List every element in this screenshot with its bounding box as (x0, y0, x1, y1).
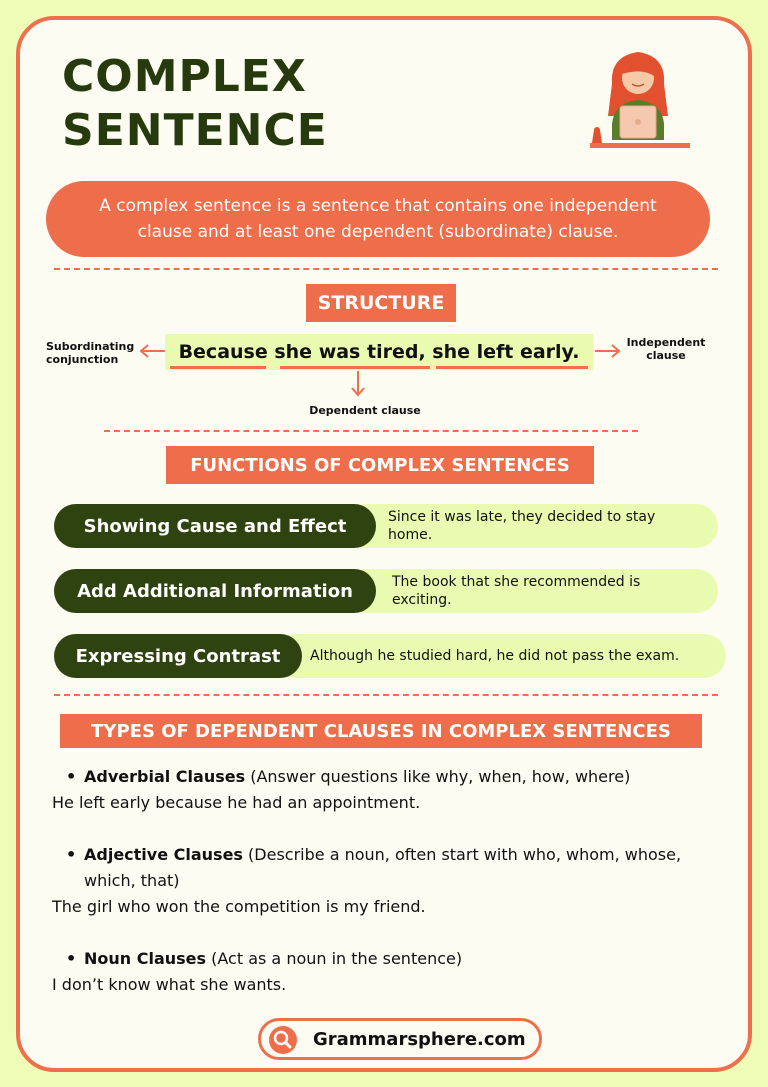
list-item (52, 946, 732, 972)
function-name: Add Additional Information (54, 569, 376, 613)
underline-independent (436, 366, 588, 369)
clause-name: Noun Clauses (84, 949, 207, 968)
clause-desc: (Act as a noun in the sentence) (206, 949, 463, 968)
clause-name: Adverbial Clauses (84, 767, 246, 786)
clause-example: The girl who won the competition is my friend. (52, 897, 426, 916)
structure-heading: STRUCTURE (306, 284, 456, 322)
title-line-1: COMPLEX (62, 51, 307, 102)
subordinating-conjunction-label: Subordinating conjunction (46, 340, 135, 366)
clause-desc: (Answer questions like why, when, how, where) (245, 767, 631, 786)
types-list (52, 764, 732, 998)
arrow-right-icon (594, 344, 622, 358)
clause-example: I don’t know what she wants. (52, 975, 287, 994)
student-laptop-illustration (582, 44, 694, 156)
function-row-1 (54, 504, 718, 548)
dependent-clause-label: Dependent clause (309, 404, 421, 417)
footer-badge[interactable] (258, 1018, 542, 1060)
underline-dependent (280, 366, 430, 369)
clause-name: Adjective Clauses (84, 845, 243, 864)
title-line-2: SENTENCE (62, 105, 328, 156)
underline-conjunction (170, 366, 266, 369)
clause-example: He left early because he had an appointment. (52, 793, 421, 812)
function-example: Although he studied hard, he did not pass the exam. (274, 634, 726, 678)
function-row-3 (54, 634, 726, 678)
function-name: Showing Cause and Effect (54, 504, 376, 548)
site-link[interactable]: Grammarsphere.com (313, 1029, 526, 1050)
clause-desc: (Describe a noun, often start with who, whom, whose, which, that) (84, 845, 682, 890)
function-name: Expressing Contrast (54, 634, 302, 678)
list-item (52, 842, 732, 894)
arrow-left-icon (138, 344, 166, 358)
function-example: The book that she recommended is exciting. (344, 569, 718, 613)
arrow-down-icon (351, 370, 365, 398)
function-row-2 (54, 569, 718, 613)
page-title (62, 50, 328, 158)
divider-3 (54, 694, 718, 696)
functions-heading: FUNCTIONS OF COMPLEX SENTENCES (166, 446, 594, 484)
definition-banner: A complex sentence is a sentence that contains one independent clause and at least one dependent (subordinate) clause. (46, 181, 710, 257)
divider-1 (54, 268, 718, 270)
list-item (52, 764, 732, 790)
search-icon (269, 1026, 297, 1054)
types-heading: TYPES OF DEPENDENT CLAUSES IN COMPLEX SENTENCES (60, 714, 702, 748)
independent-clause-label: Independent clause (626, 336, 706, 362)
function-example: Since it was late, they decided to stay home. (344, 504, 718, 548)
divider-2 (104, 430, 638, 432)
example-sentence: Because she was tired, she left early. (165, 334, 593, 370)
